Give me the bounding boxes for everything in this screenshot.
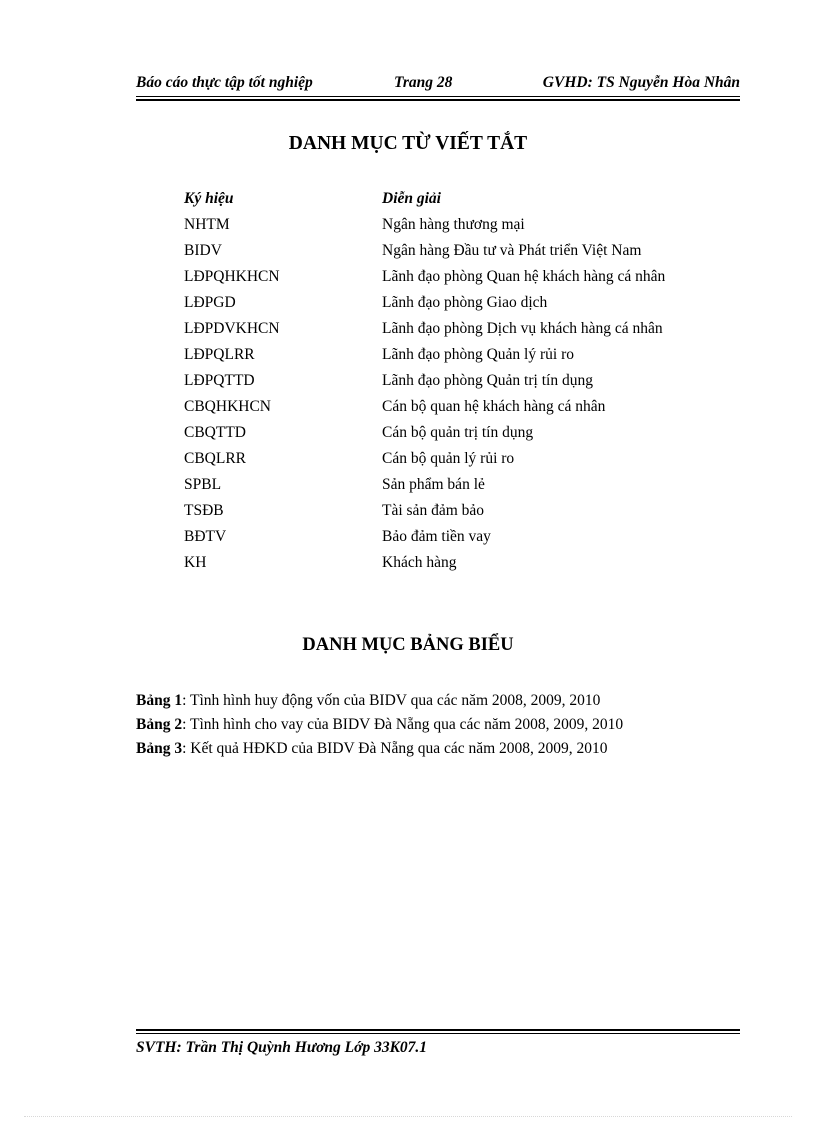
table-list-label: Bảng 2 [136, 716, 183, 733]
abbreviation-row [184, 320, 744, 346]
abbreviation-row [184, 216, 744, 242]
table-list-text: : Tình hình huy động vốn của BIDV qua các năm 2008, 2009, 2010 [182, 692, 601, 709]
abbreviation-code: KH [184, 554, 207, 571]
table-list-label: Bảng 3 [136, 740, 183, 757]
table-list-text: : Tình hình cho vay của BIDV Đà Nẵng qua các năm 2008, 2009, 2010 [182, 716, 624, 733]
abbreviation-code: NHTM [184, 216, 230, 233]
header-report-title: Báo cáo thực tập tốt nghiệp [136, 74, 313, 91]
abbreviation-code: LĐPQLRR [184, 346, 255, 363]
abbreviation-code: CBQTTD [184, 424, 246, 441]
tables-title: DANH MỤC BẢNG BIỂU [302, 635, 514, 655]
abbreviation-row [184, 502, 744, 528]
abbreviation-code: BIDV [184, 242, 222, 259]
abbreviation-description: Khách hàng [382, 554, 457, 571]
footer-rule-top [136, 1029, 740, 1031]
table-list-item [136, 740, 740, 764]
abbreviation-code: SPBL [184, 476, 222, 493]
header-advisor: GVHD: TS Nguyễn Hòa Nhân [542, 74, 740, 91]
abbreviation-row [184, 424, 744, 450]
page-header [136, 72, 740, 96]
table-list-item [136, 716, 740, 740]
table-list-text: : Kết quả HĐKD của BIDV Đà Nẵng qua các năm 2008, 2009, 2010 [182, 740, 608, 757]
abbreviations-title: DANH MỤC TỪ VIẾT TẮT [288, 133, 528, 154]
abbreviation-row [184, 346, 744, 372]
abbreviation-description: Cán bộ quan hệ khách hàng cá nhân [382, 398, 606, 415]
abbreviation-description: Lãnh đạo phòng Quản trị tín dụng [382, 372, 593, 389]
footer-student-info: SVTH: Trần Thị Quỳnh Hương Lớp 33K07.1 [136, 1039, 428, 1056]
abbreviation-row [184, 554, 744, 580]
abbreviation-row [184, 294, 744, 320]
abbreviation-code: BĐTV [184, 528, 227, 545]
abbreviations-table [184, 216, 744, 580]
table-list-label: Bảng 1 [136, 692, 183, 709]
abbreviation-description: Cán bộ quản trị tín dụng [382, 424, 534, 441]
abbreviation-code: LĐPDVKHCN [184, 320, 280, 337]
abbreviation-code: LĐPQHKHCN [184, 268, 280, 285]
abbreviation-description: Lãnh đạo phòng Quan hệ khách hàng cá nhân [382, 268, 666, 285]
abbreviation-code: CBQLRR [184, 450, 247, 467]
abbreviation-row [184, 268, 744, 294]
table-list-item [136, 692, 740, 716]
abbreviations-col-code: Ký hiệu [184, 190, 234, 207]
abbreviation-code: LĐPGD [184, 294, 236, 311]
abbreviations-col-desc: Diễn giải [382, 190, 441, 207]
abbreviation-description: Lãnh đạo phòng Giao dịch [382, 294, 548, 311]
header-rule-bottom [136, 99, 740, 101]
abbreviation-description: Sản phẩm bán lẻ [382, 476, 485, 493]
tables-list [136, 692, 740, 764]
abbreviation-description: Cán bộ quản lý rủi ro [382, 450, 515, 467]
abbreviation-row [184, 242, 744, 268]
page-edge-line [24, 1116, 792, 1117]
header-rule-top [136, 96, 740, 97]
abbreviation-code: CBQHKHCN [184, 398, 271, 415]
abbreviation-code: TSĐB [184, 502, 224, 519]
abbreviation-row [184, 450, 744, 476]
abbreviation-description: Bảo đảm tiền vay [382, 528, 491, 545]
abbreviation-description: Ngân hàng thương mại [382, 216, 525, 233]
abbreviation-row [184, 528, 744, 554]
abbreviation-row [184, 398, 744, 424]
abbreviation-row [184, 476, 744, 502]
abbreviation-description: Ngân hàng Đầu tư và Phát triển Việt Nam [382, 242, 642, 259]
footer-rule-bottom [136, 1033, 740, 1034]
header-page-number: Trang 28 [394, 74, 453, 91]
abbreviation-description: Lãnh đạo phòng Quản lý rủi ro [382, 346, 574, 363]
abbreviation-description: Lãnh đạo phòng Dịch vụ khách hàng cá nhân [382, 320, 663, 337]
abbreviation-code: LĐPQTTD [184, 372, 255, 389]
abbreviation-description: Tài sản đảm bảo [382, 502, 485, 519]
abbreviation-row [184, 372, 744, 398]
